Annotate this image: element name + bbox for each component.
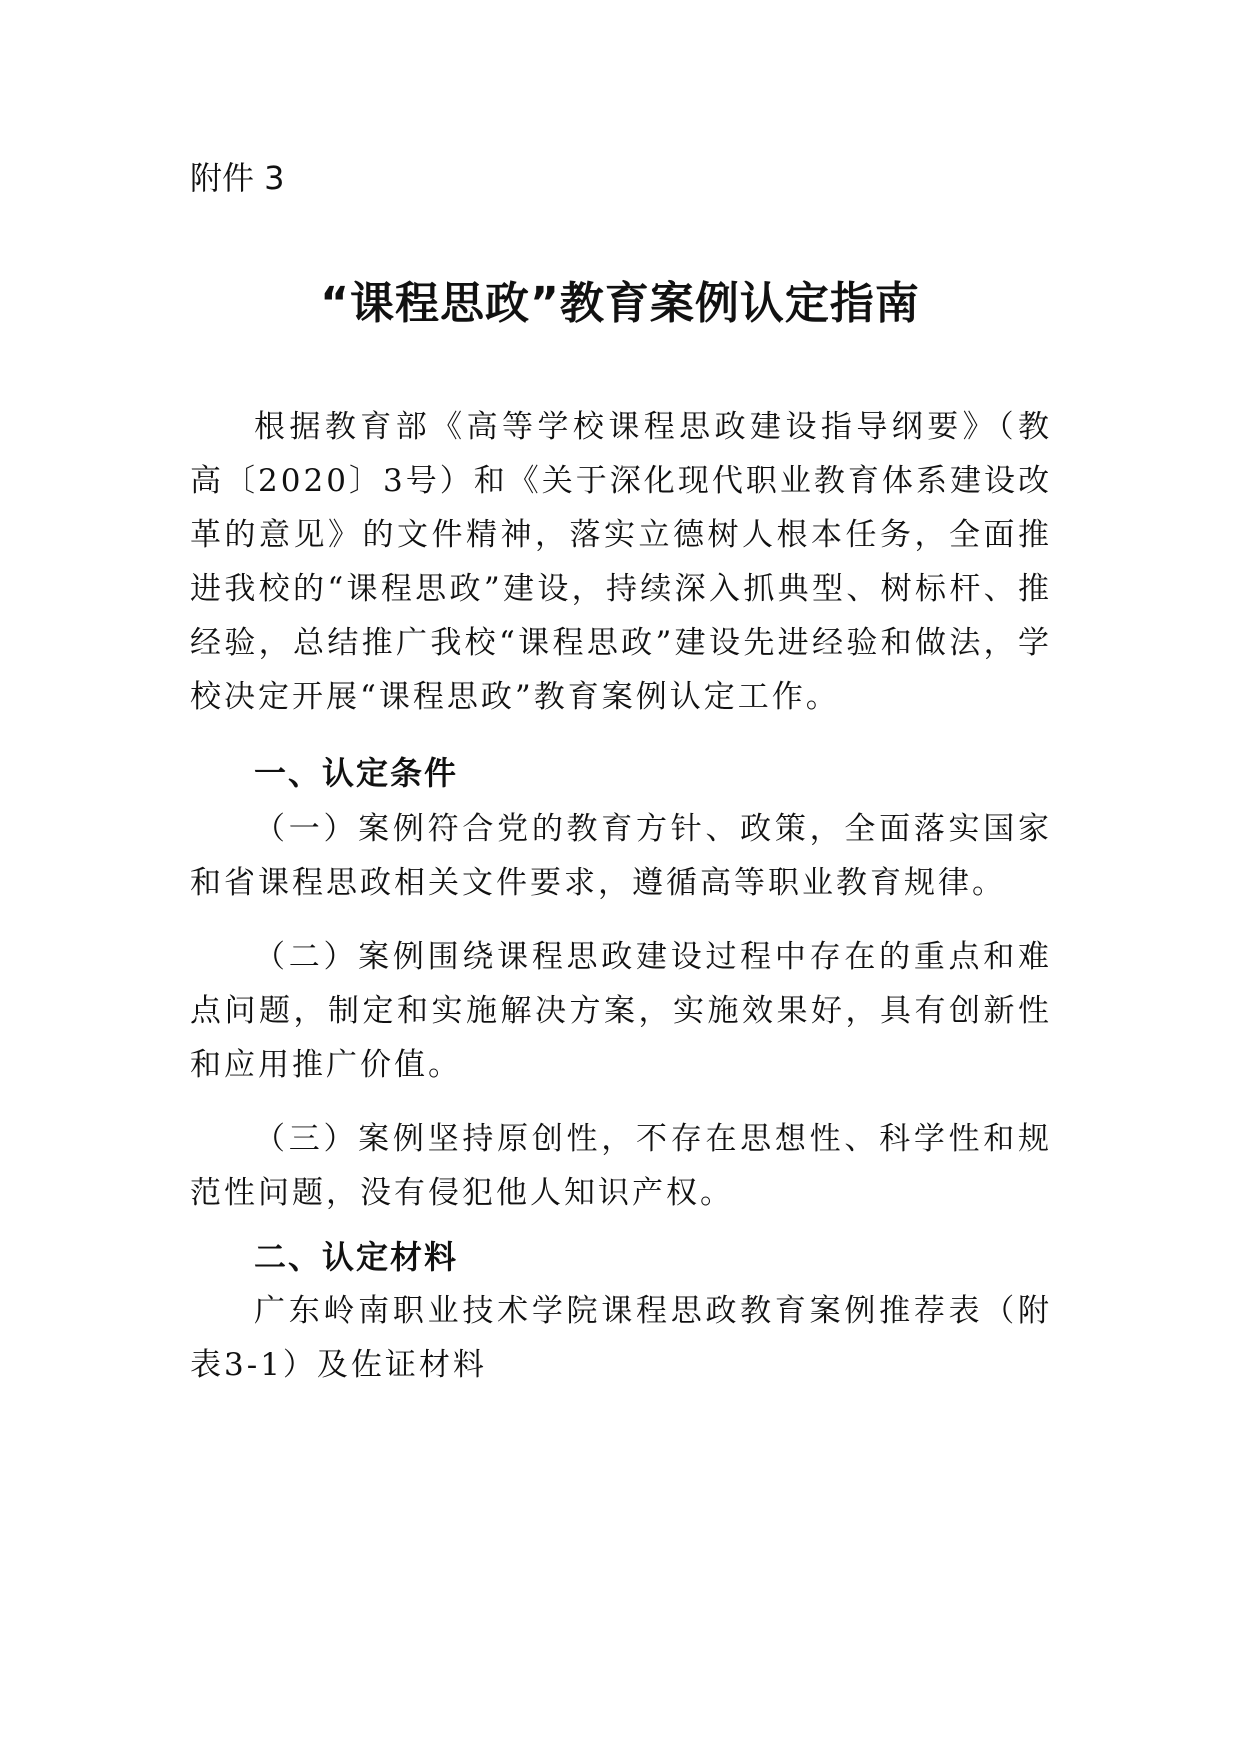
attachment-label: 附件 3: [190, 159, 285, 197]
document-title: “课程思政”教育案例认定指南: [320, 278, 920, 329]
section-heading-materials: 二、认定材料: [254, 1238, 459, 1276]
intro-paragraph: 根据教育部《高等学校课程思政建设指导纲要》（教高〔2020〕3号）和《关于深化现代职业教育体系建设改革的意见》的文件精神，落实立德树人根本任务，全面推进我校的“课程思政”建设，持续深入抓典型、树标杆、推经验，总结推广我校“课程思政”建设先进经验和做法，学校决定开展“课程思政”教育案例认定工作。: [190, 409, 1052, 715]
materials-paragraph: 广东岭南职业技术学院课程思政教育案例推荐表（附表3-1）及佐证材料: [190, 1293, 1052, 1383]
section-heading-conditions: 一、认定条件: [254, 754, 459, 792]
condition-item-2: （二）案例围绕课程思政建设过程中存在的重点和难点问题，制定和实施解决方案，实施效果好，具有创新性和应用推广价值。: [190, 939, 1052, 1083]
condition-item-3: （三）案例坚持原创性，不存在思想性、科学性和规范性问题，没有侵犯他人知识产权。: [190, 1121, 1052, 1211]
condition-item-1: （一）案例符合党的教育方针、政策，全面落实国家和省课程思政相关文件要求，遵循高等职业教育规律。: [190, 811, 1052, 901]
